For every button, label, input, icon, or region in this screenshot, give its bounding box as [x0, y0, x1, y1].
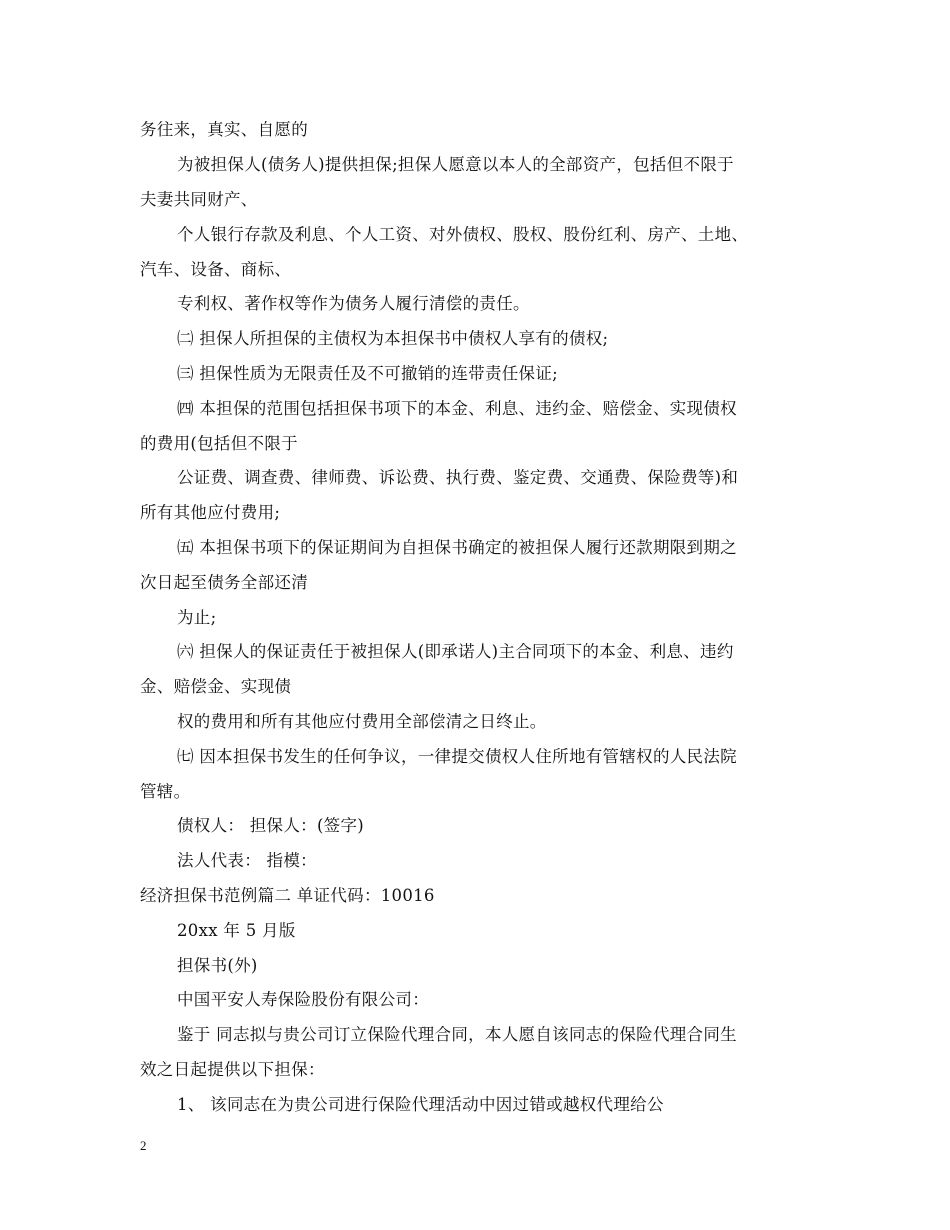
text-line: ㈣ 本担保的范围包括担保书项下的本金、利息、违约金、赔偿金、实现债权	[177, 399, 737, 418]
text-line: ㈥ 担保人的保证责任于被担保人(即承诺人)主合同项下的本金、利息、违约	[177, 642, 734, 661]
text-line: 汽车、设备、商标、	[140, 260, 292, 279]
text-line: 专利权、著作权等作为债务人履行清偿的责任。	[177, 294, 530, 313]
text-line: 所有其他应付费用;	[140, 503, 281, 522]
text-line: 效之日起提供以下担保：	[140, 1060, 325, 1079]
text-line: 担保书(外)	[177, 956, 258, 975]
text-line: 个人银行存款及利息、个人工资、对外债权、股权、股份红利、房产、土地、	[177, 225, 749, 244]
text-line: 金、赔偿金、实现债	[140, 677, 292, 696]
text-line: 夫妻共同财产、	[140, 190, 258, 209]
text-line: 权的费用和所有其他应付费用全部偿清之日终止。	[177, 712, 547, 731]
text-line: ㈡ 担保人所担保的主债权为本担保书中债权人享有的债权;	[177, 329, 609, 348]
text-line: 管辖。	[140, 782, 191, 801]
text-line: 的费用(包括但不限于	[140, 434, 298, 453]
text-line: 法人代表： 指模：	[177, 851, 317, 870]
text-line: 务往来，真实、自愿的	[140, 120, 308, 139]
text-line: ㈢ 担保性质为无限责任及不可撤销的连带责任保证;	[177, 364, 559, 383]
page-number: 2	[140, 1138, 147, 1153]
text-line: ㈤ 本担保书项下的保证期间为自担保书确定的被担保人履行还款期限到期之	[177, 538, 737, 557]
text-line: 经济担保书范例篇二 单证代码：10016	[140, 886, 435, 905]
text-line: 次日起至债务全部还清	[140, 573, 308, 592]
text-line: ㈦ 因本担保书发生的任何争议，一律提交债权人住所地有管辖权的人民法院	[177, 747, 737, 766]
text-line: 公证费、调查费、律师费、诉讼费、执行费、鉴定费、交通费、保险费等)和	[177, 468, 739, 487]
text-line: 鉴于 同志拟与贵公司订立保险代理合同，本人愿自该同志的保险代理合同生	[177, 1025, 737, 1044]
text-line: 中国平安人寿保险股份有限公司：	[177, 990, 429, 1009]
text-line: 为止;	[177, 608, 217, 627]
text-line: 债权人： 担保人：(签字)	[177, 816, 365, 835]
text-line: 1、 该同志在为贵公司进行保险代理活动中因过错或越权代理给公	[177, 1095, 664, 1114]
text-line: 为被担保人(债务人)提供担保;担保人愿意以本人的全部资产，包括但不限于	[177, 155, 734, 174]
text-line: 20xx 年 5 月版	[177, 921, 296, 940]
